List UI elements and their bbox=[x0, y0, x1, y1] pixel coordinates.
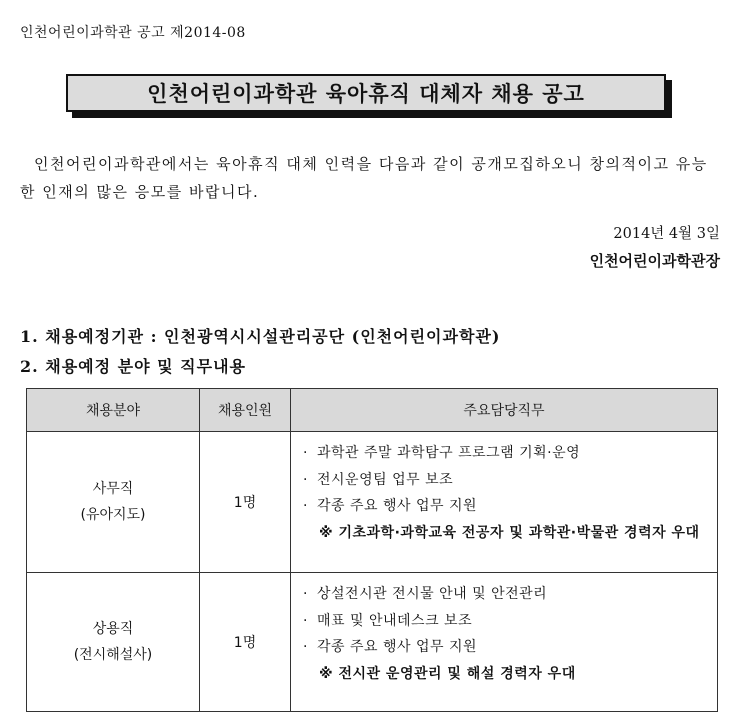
bullet-mark: · bbox=[303, 612, 308, 629]
intro-paragraph: 인천어린이과학관에서는 육아휴직 대체 인력을 다음과 같이 공개모집하오니 창의적이고 유능한 인재의 많은 응모를 바랍니다. bbox=[20, 155, 708, 201]
duties-cell bbox=[291, 432, 718, 573]
notice-number: 인천어린이과학관 공고 제2014-08 bbox=[20, 25, 246, 41]
preference-note: ※ 전시관 운영관리 및 해설 경력자 우대 bbox=[319, 665, 576, 682]
field-subtitle: (전시해설사) bbox=[73, 647, 153, 663]
issuer-name: 인천어린이과학관장 bbox=[589, 252, 720, 270]
duty-list bbox=[303, 440, 709, 546]
duty-text: 매표 및 안내데스크 보조 bbox=[317, 612, 473, 629]
duty-item bbox=[303, 634, 709, 661]
bullet-mark: · bbox=[303, 445, 308, 461]
header-field: 채용분야 bbox=[27, 389, 200, 432]
duty-item bbox=[303, 608, 709, 635]
bullet-mark: · bbox=[303, 586, 308, 602]
header-duties: 주요담당직무 bbox=[291, 389, 718, 432]
field-title: 사무직 bbox=[92, 481, 134, 497]
job-table bbox=[26, 388, 718, 712]
bullet-mark: · bbox=[303, 639, 308, 655]
duty-text: 과학관 주말 과학탐구 프로그램 기획·운영 bbox=[317, 445, 581, 461]
duty-item bbox=[303, 493, 709, 520]
field-title: 상용직 bbox=[92, 621, 134, 637]
preference-note: ※ 기초과학·과학교육 전공자 및 과학관·박물관 경력자 우대 bbox=[319, 524, 700, 541]
duty-text: 전시운영팀 업무 보조 bbox=[317, 471, 454, 488]
duty-text: 각종 주요 행사 업무 지원 bbox=[317, 498, 478, 514]
duty-item bbox=[303, 581, 709, 608]
duty-text: 각종 주요 행사 업무 지원 bbox=[317, 639, 478, 655]
page-title: 인천어린이과학관 육아휴직 대체자 채용 공고 bbox=[66, 74, 666, 112]
count-cell: 1명 bbox=[200, 573, 291, 712]
duties-cell bbox=[291, 573, 718, 712]
table-header-row bbox=[27, 389, 718, 432]
duty-text: 상설전시관 전시물 안내 및 안전관리 bbox=[317, 586, 548, 602]
table-row bbox=[27, 573, 718, 712]
section-heading-1: 1. 채용예정기관 : 인천광역시시설관리공단 (인천어린이과학관) bbox=[20, 327, 501, 346]
duty-item bbox=[303, 467, 709, 494]
count-cell: 1명 bbox=[200, 432, 291, 573]
bullet-mark: · bbox=[303, 498, 308, 514]
header-count: 채용인원 bbox=[200, 389, 291, 432]
section-heading-2: 2. 채용예정 분야 및 직무내용 bbox=[20, 357, 247, 376]
field-cell bbox=[27, 573, 200, 712]
duty-item bbox=[303, 440, 709, 467]
duty-list bbox=[303, 581, 709, 687]
title-banner bbox=[66, 74, 666, 112]
announcement-date: 2014년 4월 3일 bbox=[613, 226, 720, 242]
field-subtitle: (유아지도) bbox=[80, 507, 146, 523]
field-cell bbox=[27, 432, 200, 573]
bullet-mark: · bbox=[303, 471, 308, 488]
table-row bbox=[27, 432, 718, 573]
